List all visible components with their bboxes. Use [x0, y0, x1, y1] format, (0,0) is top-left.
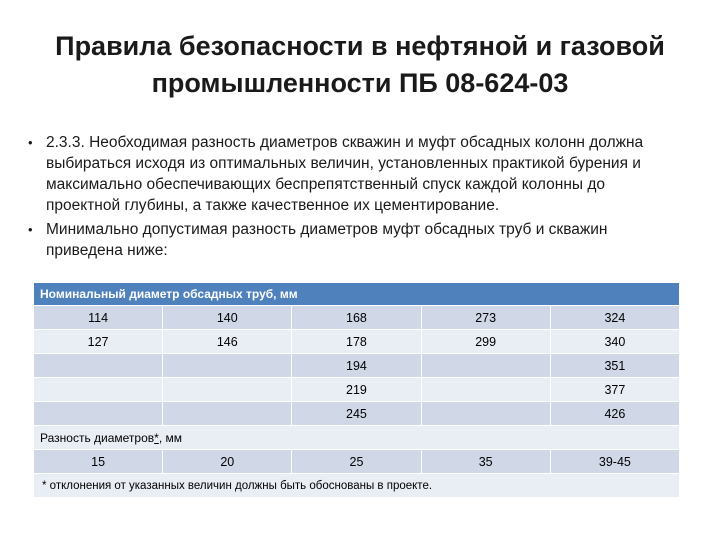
table-cell: 146	[163, 330, 292, 354]
bullet-marker: •	[28, 222, 33, 237]
diameter-table-container	[33, 282, 680, 498]
table-cell: 140	[163, 306, 292, 330]
bullet-list	[28, 132, 668, 264]
table-row	[34, 330, 680, 354]
slide-title	[30, 28, 690, 102]
table-header-row	[34, 283, 680, 306]
diff-value-cell: 15	[34, 450, 163, 474]
table-cell: 324	[550, 306, 679, 330]
table-cell: 219	[292, 378, 421, 402]
table-cell: 194	[292, 354, 421, 378]
table-cell	[34, 402, 163, 426]
table-cell: 178	[292, 330, 421, 354]
table-row	[34, 306, 680, 330]
table-row	[34, 354, 680, 378]
table-cell: 377	[550, 378, 679, 402]
diameter-table	[33, 282, 680, 498]
title-line-1: Правила безопасности в нефтяной и газовой	[55, 31, 665, 61]
table-row	[34, 378, 680, 402]
table-footnote: * отклонения от указанных величин должны быть обоснованы в проекте.	[34, 474, 680, 498]
bullet-text: Минимально допустимая разность диаметров муфт обсадных труб и скважин приведена ниже:	[46, 221, 608, 259]
table-row	[34, 402, 680, 426]
bullet-marker: •	[28, 135, 33, 150]
diff-label-star: *	[154, 430, 159, 445]
table-cell	[34, 378, 163, 402]
table-cell	[421, 354, 550, 378]
diff-label-prefix: Разность диаметров	[40, 430, 155, 445]
diff-label	[34, 426, 680, 450]
diff-label-row	[34, 426, 680, 450]
table-cell: 245	[292, 402, 421, 426]
table-cell	[421, 378, 550, 402]
table-cell	[421, 402, 550, 426]
table-cell	[163, 378, 292, 402]
diff-value-cell: 25	[292, 450, 421, 474]
bullet-item	[28, 132, 668, 216]
table-cell	[34, 354, 163, 378]
table-cell: 273	[421, 306, 550, 330]
table-cell: 426	[550, 402, 679, 426]
table-cell: 127	[34, 330, 163, 354]
diff-value-cell: 39-45	[550, 450, 679, 474]
diff-value-cell: 20	[163, 450, 292, 474]
diff-label-suffix: , мм	[158, 430, 182, 445]
diff-value-cell: 35	[421, 450, 550, 474]
table-cell	[163, 402, 292, 426]
title-line-2: промышленности ПБ 08-624-03	[151, 68, 569, 98]
table-cell: 340	[550, 330, 679, 354]
footnote-row	[34, 474, 680, 498]
bullet-item	[28, 219, 668, 261]
table-header: Номинальный диаметр обсадных труб, мм	[34, 283, 680, 306]
table-cell: 114	[34, 306, 163, 330]
table-cell	[163, 354, 292, 378]
diff-values-row	[34, 450, 680, 474]
table-cell: 168	[292, 306, 421, 330]
table-cell: 351	[550, 354, 679, 378]
table-cell: 299	[421, 330, 550, 354]
bullet-text: 2.3.3. Необходимая разность диаметров скважин и муфт обсадных колонн должна выбираться исходя из оптимальных величин, установленных практикой бурения и максимально обеспечивающих беспрепятственный спуск каждой колонны до проектной глубины, а также качественное их цементирование.	[46, 134, 644, 214]
